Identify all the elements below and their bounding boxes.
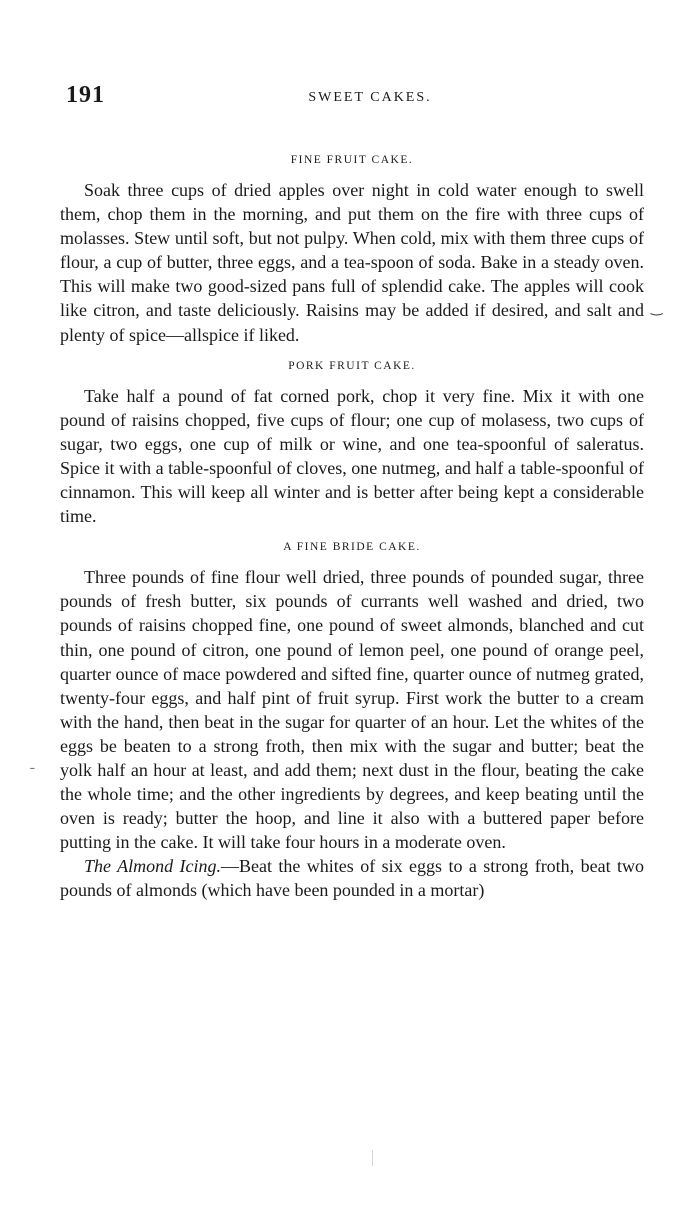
recipe-text-almond-icing xyxy=(60,854,644,902)
margin-mark-right: ‿ xyxy=(651,301,663,316)
recipe-text-fine-fruit-cake: Soak three cups of dried apples over night in cold water enough to swell them, chop them in the morning, and put them on the fire with three cups of molasses. Stew until soft, but not pulpy. When cold, mix with them three cups of flour, a cup of butter, three eggs, and a tea-spoon of soda. Bake in a steady oven. This will make two good-sized pans full of splendid cake. The apples will cook like citron, and taste deliciously. Raisins may be added if desired, and salt and plenty of spice—allspice if liked. xyxy=(60,180,644,345)
almond-icing-label: The Almond Icing. xyxy=(84,856,221,877)
margin-mark-left: ˗ xyxy=(30,760,35,775)
running-head: SWEET CAKES. xyxy=(308,90,432,105)
recipe-heading-fine-fruit-cake: FINE FRUIT CAKE. xyxy=(290,154,414,166)
page-content xyxy=(60,150,644,903)
recipe-text-bride-cake: Three pounds of fine flour well dried, three pounds of pounded sugar, three pounds of fresh butter, six pounds of currants well washed and dried, two pounds of raisins chopped fine, one pound of sweet almonds, blanched and cut thin, one pound of citron, one pound of lemon peel, one pound of orange peel, quarter ounce of mace powdered and sifted fine, quarter ounce of nutmeg grated, twenty-four eggs, and half pint of fruit syrup. First work the butter to a cream with the hand, then beat in the sugar for quarter of an hour. Let the whites of the eggs be beaten to a strong froth, then mix with the sugar and butter; beat the yolk half an hour at least, and add them; next dust in the flour, beating the cake the whole time; and the other ingredients by degrees, and keep beating until the oven is ready; butter the hoop, and line it also with a buttered paper before putting in the cake. It will take four hours in a moderate oven. xyxy=(60,567,644,853)
paper-fold-mark xyxy=(372,1150,373,1166)
recipe-heading-pork-fruit-cake: PORK FRUIT CAKE. xyxy=(288,359,416,372)
page-number: 191 xyxy=(66,82,105,108)
recipe-text-pork-fruit-cake: Take half a pound of fat corned pork, chop it very fine. Mix it with one pound of raisins chopped, five cups of flour; one cup of molasess, two cups of sugar, two eggs, one cup of milk or wine, and one tea-spoonful of saleratus. Spice it with a table-spoonful of cloves, one nutmeg, and half a table-spoonful of cinnamon. This will keep all winter and is better after being kept a considerable time. xyxy=(60,385,644,527)
almond-icing-body: —Beat the whites of six eggs to a strong froth, beat two pounds of almonds (which have been pounded in a mortar) xyxy=(60,856,644,901)
recipe-heading-bride-cake: A FINE BRIDE CAKE. xyxy=(283,541,421,554)
